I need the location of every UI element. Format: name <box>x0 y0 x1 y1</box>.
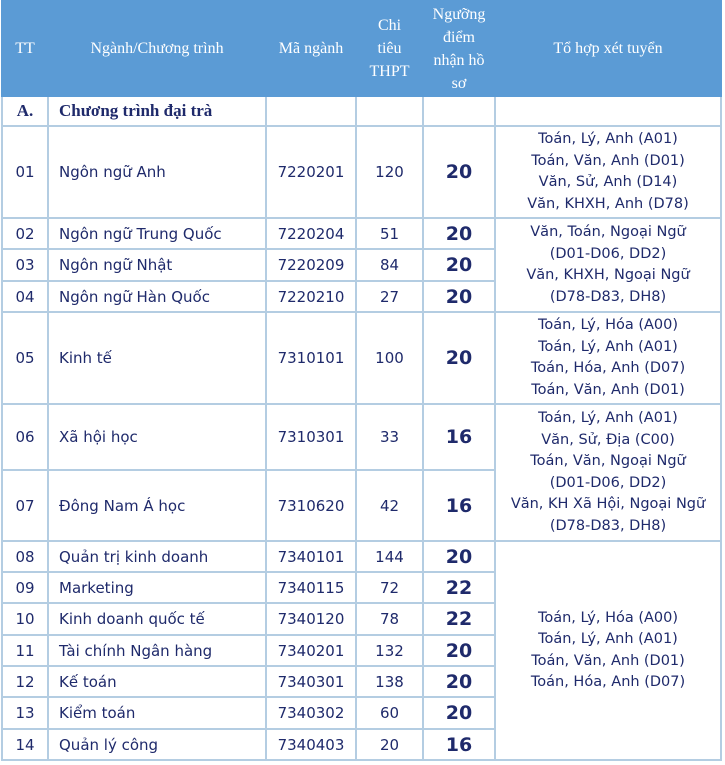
header-line: THPT <box>369 63 410 80</box>
header-line: nhận hồ <box>433 51 485 69</box>
combo-line: (D01-D06, DD2) <box>549 245 667 262</box>
header-line: tiêu <box>377 40 402 57</box>
header-line: Chi <box>377 17 402 34</box>
row-quota: 100 <box>356 312 423 404</box>
row-name: Đông Nam Á học <box>48 470 266 541</box>
row-code: 7220201 <box>266 126 356 218</box>
combo-cell <box>495 312 721 404</box>
header-line: Ngưỡng <box>432 5 486 23</box>
combo-line: Toán, Lý, Hóa (A00) <box>537 609 679 626</box>
row-code: 7340302 <box>266 697 356 729</box>
row-code: 7340120 <box>266 603 356 635</box>
row-threshold: 16 <box>423 470 495 541</box>
combo-line: Văn, Sử, Địa (C00) <box>541 431 675 448</box>
row-tt: 01 <box>2 126 48 218</box>
row-threshold: 16 <box>423 404 495 470</box>
combo-line: Văn, KHXH, Ngoại Ngữ <box>526 267 690 283</box>
row-quota: 78 <box>356 603 423 635</box>
row-threshold: 20 <box>423 541 495 572</box>
combo-line: Toán, Lý, Anh (A01) <box>538 338 678 355</box>
row-name: Ngôn ngữ Trung Quốc <box>48 218 266 249</box>
row-name: Ngôn ngữ Hàn Quốc <box>48 281 266 312</box>
combo-line: Toán, Văn, Anh (D01) <box>531 381 685 398</box>
combo-cell <box>495 218 721 312</box>
combo-line: Văn, Toán, Ngoại Ngữ <box>530 224 686 240</box>
row-code: 7340301 <box>266 666 356 697</box>
row-threshold: 20 <box>423 697 495 729</box>
row-tt: 02 <box>2 218 48 249</box>
row-quota: 60 <box>356 697 423 729</box>
section-name: Chương trình đại trà <box>48 96 266 126</box>
row-quota: 27 <box>356 281 423 312</box>
header-tt: TT <box>2 1 48 96</box>
combo-cell <box>495 404 721 541</box>
row-name: Kiểm toán <box>48 697 266 729</box>
row-threshold: 20 <box>423 635 495 666</box>
row-tt: 12 <box>2 666 48 697</box>
header-nganh: Ngành/Chương trình <box>48 1 266 96</box>
table-row <box>2 541 721 572</box>
combo-line: (D78-D83, DH8) <box>549 288 667 305</box>
row-name: Kinh doanh quốc tế <box>48 603 266 635</box>
row-name: Ngôn ngữ Nhật <box>48 249 266 281</box>
combo-line: (D01-D06, DD2) <box>549 474 667 491</box>
row-code: 7340101 <box>266 541 356 572</box>
combo-line: Toán, Hóa, Anh (D07) <box>530 360 686 376</box>
table-row <box>2 404 721 470</box>
row-code: 7310101 <box>266 312 356 404</box>
row-tt: 13 <box>2 697 48 729</box>
row-quota: 138 <box>356 666 423 697</box>
row-code: 7220210 <box>266 281 356 312</box>
row-code: 7340115 <box>266 572 356 603</box>
row-name: Marketing <box>48 572 266 603</box>
row-threshold: 20 <box>423 249 495 281</box>
row-tt: 09 <box>2 572 48 603</box>
combo-line: Văn, Sử, Anh (D14) <box>538 174 678 190</box>
combo-line: Toán, Hóa, Anh (D07) <box>530 674 686 690</box>
row-name: Quản trị kinh doanh <box>48 541 266 572</box>
combo-cell <box>495 126 721 218</box>
row-code: 7340403 <box>266 729 356 760</box>
row-quota: 51 <box>356 218 423 249</box>
row-code: 7340201 <box>266 635 356 666</box>
row-threshold: 20 <box>423 126 495 218</box>
table-row <box>2 312 721 404</box>
row-quota: 132 <box>356 635 423 666</box>
row-tt: 08 <box>2 541 48 572</box>
combo-cell <box>495 541 721 760</box>
header-ma: Mã ngành <box>266 1 356 96</box>
header-row <box>2 1 721 96</box>
row-threshold: 20 <box>423 666 495 697</box>
admission-table <box>1 0 722 761</box>
table-row <box>2 218 721 249</box>
header-line: sơ <box>451 74 467 92</box>
combo-line: Toán, Lý, Anh (A01) <box>538 131 678 147</box>
row-quota: 144 <box>356 541 423 572</box>
row-threshold: 20 <box>423 218 495 249</box>
header-nguong <box>423 1 495 96</box>
row-quota: 72 <box>356 572 423 603</box>
row-code: 7310620 <box>266 470 356 541</box>
row-tt: 03 <box>2 249 48 281</box>
empty-cell <box>356 96 423 126</box>
row-code: 7220209 <box>266 249 356 281</box>
row-name: Ngôn ngữ Anh <box>48 126 266 218</box>
row-name: Kế toán <box>48 666 266 697</box>
section-tt: A. <box>2 96 48 126</box>
combo-line: Toán, Văn, Anh (D01) <box>531 152 685 169</box>
row-tt: 11 <box>2 635 48 666</box>
row-name: Kinh tế <box>48 312 266 404</box>
combo-line: Toán, Văn, Anh (D01) <box>531 652 685 669</box>
row-tt: 04 <box>2 281 48 312</box>
section-row <box>2 96 721 126</box>
row-tt: 14 <box>2 729 48 760</box>
combo-line: Toán, Lý, Hóa (A00) <box>537 317 679 333</box>
row-name: Xã hội học <box>48 404 266 470</box>
row-threshold: 16 <box>423 729 495 760</box>
row-code: 7220204 <box>266 218 356 249</box>
empty-cell <box>266 96 356 126</box>
row-quota: 20 <box>356 729 423 760</box>
header-tohop: Tổ hợp xét tuyển <box>495 1 721 96</box>
header-line: điểm <box>443 28 475 46</box>
row-quota: 120 <box>356 126 423 218</box>
table-row <box>2 126 721 218</box>
row-tt: 06 <box>2 404 48 470</box>
empty-cell <box>423 96 495 126</box>
combo-line: Toán, Văn, Ngoại Ngữ <box>530 453 686 469</box>
row-threshold: 20 <box>423 312 495 404</box>
combo-line: Văn, KHXH, Anh (D78) <box>527 195 689 212</box>
row-name: Quản lý công <box>48 729 266 760</box>
row-threshold: 22 <box>423 603 495 635</box>
combo-line: Văn, KH Xã Hội, Ngoại Ngữ <box>510 496 706 512</box>
combo-line: (D78-D83, DH8) <box>549 517 667 534</box>
row-quota: 42 <box>356 470 423 541</box>
row-quota: 33 <box>356 404 423 470</box>
row-threshold: 20 <box>423 281 495 312</box>
row-quota: 84 <box>356 249 423 281</box>
row-name: Tài chính Ngân hàng <box>48 635 266 666</box>
row-threshold: 22 <box>423 572 495 603</box>
row-tt: 07 <box>2 470 48 541</box>
row-tt: 05 <box>2 312 48 404</box>
combo-line: Toán, Lý, Anh (A01) <box>538 631 678 647</box>
row-code: 7310301 <box>266 404 356 470</box>
empty-cell <box>495 96 721 126</box>
row-tt: 10 <box>2 603 48 635</box>
header-chitieu <box>356 1 423 96</box>
combo-line: Toán, Lý, Anh (A01) <box>538 410 678 426</box>
